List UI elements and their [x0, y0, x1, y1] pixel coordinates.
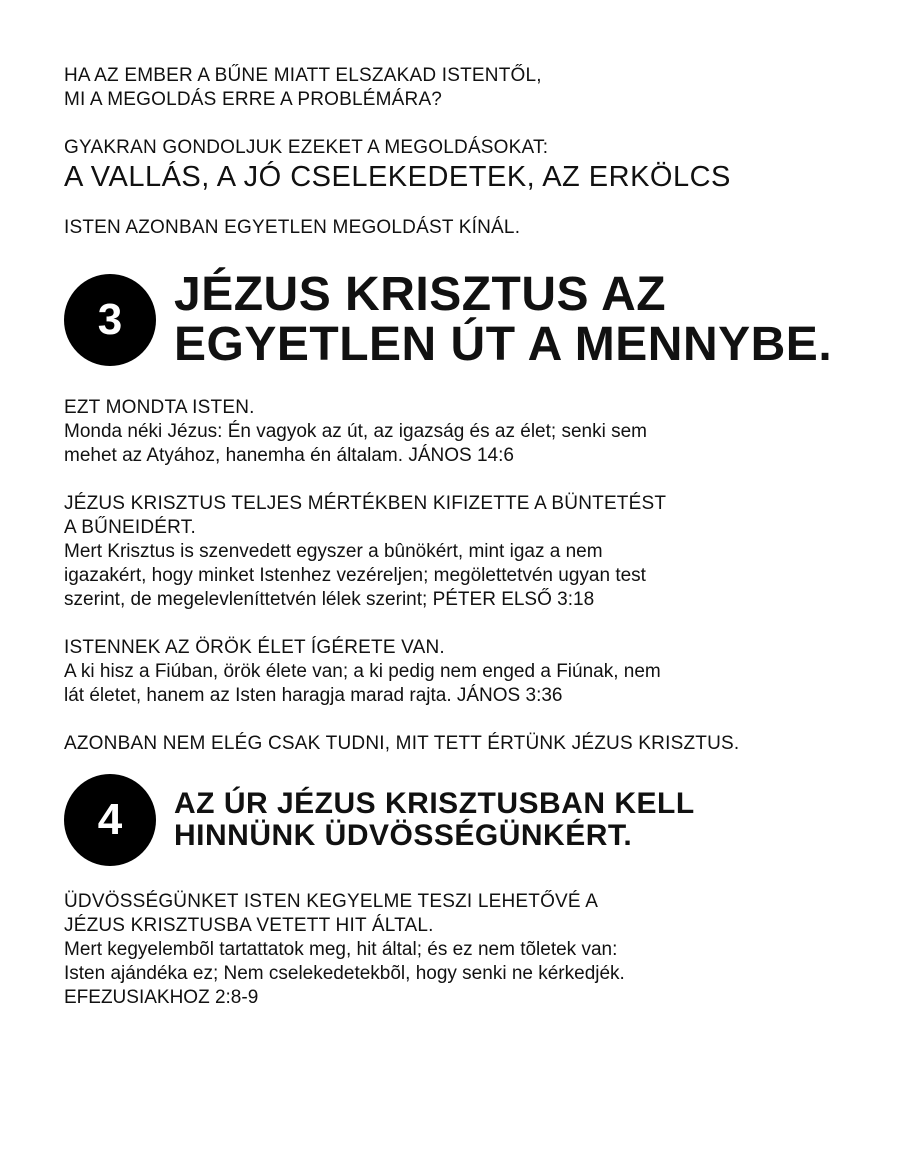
section-title: EZT MONDTA ISTEN. [64, 397, 255, 418]
common-solutions-list: A VALLÁS, A JÓ CSELEKEDETEK, AZ ERKÖLCS [64, 161, 731, 193]
question-line-1: HA AZ EMBER A BŰNE MIATT ELSZAKAD ISTENTŐL, [64, 65, 542, 86]
verse-line: A ki hisz a Fiúban, örök élete van; a ki pedig nem enged a Fiúnak, nem [64, 661, 661, 682]
point-4-heading-line-1: AZ ÚR JÉZUS KRISZTUSBAN KELL [174, 787, 695, 820]
verse-line: mehet az Atyához, hanemha én általam. JÁNOS 14:6 [64, 445, 514, 466]
point-4-heading-line-2: HINNÜNK ÜDVÖSSÉGÜNKÉRT. [174, 819, 633, 852]
section-title-line-1: JÉZUS KRISZTUS TELJES MÉRTÉKBEN KIFIZETTE A BÜNTETÉST [64, 493, 667, 514]
verse-line: Isten ajándéka ez; Nem cselekedetekbõl, hogy senki ne kérkedjék. [64, 963, 625, 984]
tract-page [64, 64, 864, 1010]
point-3 [64, 270, 864, 370]
number-badge-4: 4 [64, 774, 156, 866]
point-3-heading-line-2: EGYETLEN ÚT A MENNYBE. [174, 318, 833, 371]
point-3-heading [174, 270, 832, 370]
number-badge-3: 3 [64, 274, 156, 366]
section-title: ISTENNEK AZ ÖRÖK ÉLET ÍGÉRETE VAN. [64, 637, 445, 658]
question-line-2: MI A MEGOLDÁS ERRE A PROBLÉMÁRA? [64, 89, 443, 110]
verse-line: Monda néki Jézus: Én vagyok az út, az igazság és az élet; senki sem [64, 421, 647, 442]
verse-line: Mert kegyelembõl tartattatok meg, hit által; és ez nem tõletek van: [64, 939, 618, 960]
section-title-line-1: ÜDVÖSSÉGÜNKET ISTEN KEGYELME TESZI LEHETŐVÉ A [64, 891, 599, 912]
section-eternal-life [64, 636, 864, 708]
transition-line [64, 732, 864, 756]
section-paid-penalty [64, 492, 864, 612]
section-title-line-2: A BŰNEIDÉRT. [64, 517, 196, 538]
section-god-said [64, 396, 864, 468]
verse-line: szerint, de megelevleníttetvén lélek szerint; PÉTER ELSŐ 3:18 [64, 589, 595, 610]
section-salvation-grace [64, 890, 864, 1010]
section-title-line-2: JÉZUS KRISZTUSBA VETETT HIT ÁLTAL. [64, 915, 434, 936]
god-offers-line: ISTEN AZONBAN EGYETLEN MEGOLDÁST KÍNÁL. [64, 217, 521, 238]
common-solutions [64, 136, 864, 194]
point-4 [64, 774, 864, 866]
verse-line: Mert Krisztus is szenvedett egyszer a bûnökért, mint igaz a nem [64, 541, 603, 562]
point-3-heading-line-1: JÉZUS KRISZTUS AZ [174, 268, 667, 321]
intro-question [64, 64, 864, 112]
verse-line: igazakért, hogy minket Istenhez vezéreljen; megölettetvén ugyan test [64, 565, 646, 586]
transition-text: AZONBAN NEM ELÉG CSAK TUDNI, MIT TETT ÉRTÜNK JÉZUS KRISZTUS. [64, 733, 740, 754]
point-4-heading [174, 788, 695, 852]
common-solutions-line: GYAKRAN GONDOLJUK EZEKET A MEGOLDÁSOKAT: [64, 137, 549, 158]
verse-reference: EFEZUSIAKHOZ 2:8-9 [64, 987, 259, 1008]
verse-line: lát életet, hanem az Isten haragja marad rajta. JÁNOS 3:36 [64, 685, 563, 706]
